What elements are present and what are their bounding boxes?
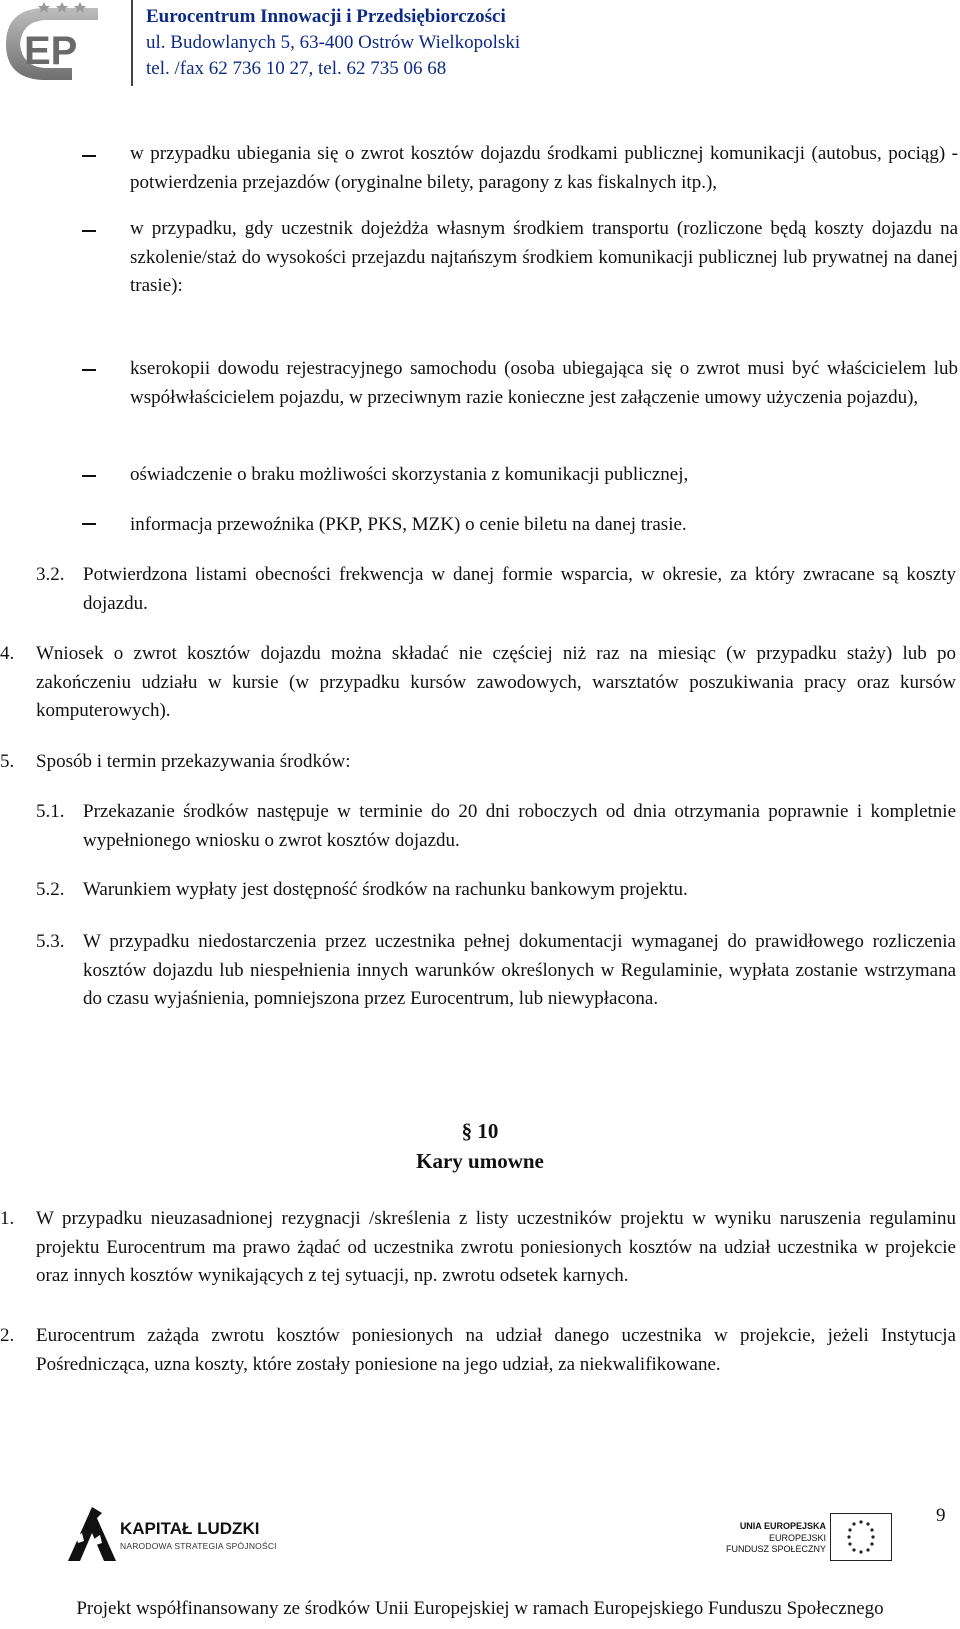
page-number: 9 <box>936 1505 946 1526</box>
item-text: Warunkiem wypłaty jest dostępność środków na rachunku bankowym projektu. <box>83 879 688 900</box>
footer-logos <box>0 1495 960 1585</box>
eu-flag-icon <box>830 1513 892 1561</box>
eurocentrum-logo <box>2 0 106 86</box>
eu-label-1: UNIA EUROPEJSKA <box>739 1521 826 1531</box>
item-number: 5.1. <box>36 801 65 822</box>
item-5-2 <box>36 876 956 905</box>
item-text: Eurocentrum zażąda zwrotu kosztów poniesionych na udział danego uczestnika w projekcie, jeżeli Instytucja Pośrednicząca, uzna koszty, które zostały poniesione na jego udział, za niekwalifikowane. <box>36 1325 956 1375</box>
kl-subtitle: NARODOWA STRATEGIA SPÓJNOŚCI <box>120 1541 277 1551</box>
list-item: w przypadku ubiegania się o zwrot kosztów dojazdu środkami publicznej komunikacji (autobus, pociąg) - potwierdzenia przejazdów (oryginalne bilety, paragony z kas fiskalnych itp.), <box>130 143 958 193</box>
item-text: Przekazanie środków następuje w terminie do 20 dni roboczych od dnia otrzymania poprawnie i kompletnie wypełnionego wniosku o zwrot kosztów dojazdu. <box>83 801 956 851</box>
header-divider <box>131 0 133 86</box>
list-item: w przypadku, gdy uczestnik dojeżdża własnym środkiem transportu (rozliczone będą koszty dojazdu na szkolenie/staż do wysokości przejazdu najtańszym środkiem komunikacji publicznej lub prywatnej na danej trasie): <box>130 218 958 296</box>
item-5-3 <box>36 928 956 1014</box>
item-5 <box>0 748 956 777</box>
footer-note: Projekt współfinansowany ze środków Unii Europejskiej w ramach Europejskiego Funduszu Społecznego <box>76 1598 884 1619</box>
section-title: Kary umowne <box>416 1149 544 1173</box>
dash-bullet <box>82 475 96 477</box>
item-text: Wniosek o zwrot kosztów dojazdu można składać nie częściej niż raz na miesiąc (w przypadku staży) lub po zakończeniu udziału w kursie (w przypadku kursów zawodowych, warsztatów poszukiwania pracy oraz kursów komputerowych). <box>36 643 956 721</box>
dash-bullet <box>82 523 96 525</box>
item-text: W przypadku niedostarczenia przez uczestnika pełnej dokumentacji wymaganej do prawidłowego rozliczenia kosztów dojazdu lub niespełnienia innych warunków określonych w Regulaminie, wypłata zostanie wstrzymana do czasu wyjaśnienia, pomniejszona przez Eurocentrum, lub niewypłacona. <box>83 931 956 1009</box>
eu-label-3: FUNDUSZ SPOŁECZNY <box>725 1544 826 1554</box>
org-phone: tel. /fax 62 736 10 27, tel. 62 735 06 68 <box>146 58 447 79</box>
org-name: Eurocentrum Innowacji i Przedsiębiorczości <box>146 6 506 27</box>
header-contact <box>146 4 520 82</box>
item-number: 1. <box>0 1208 15 1229</box>
dash-bullet <box>82 155 96 157</box>
dash-bullet <box>82 369 96 371</box>
org-address: ul. Budowlanych 5, 63-400 Ostrów Wielkopolski <box>146 32 521 53</box>
kl-title: KAPITAŁ LUDZKI <box>120 1519 260 1538</box>
item-number: 2. <box>0 1325 15 1346</box>
item-number: 4. <box>0 643 15 664</box>
item-4 <box>0 640 956 726</box>
penalty-item-2 <box>0 1322 956 1379</box>
item-number: 3.2. <box>36 564 65 585</box>
item-number: 5.3. <box>36 931 65 952</box>
penalty-item-1 <box>0 1205 956 1291</box>
item-number: 5.2. <box>36 879 65 900</box>
eu-logo-block <box>722 1505 892 1565</box>
list-item: kserokopii dowodu rejestracyjnego samochodu (osoba ubiegająca się o zwrot musi być właścicielem lub współwłaścicielem pojazdu, w przeciwnym razie konieczne jest załączenie umowy użyczenia pojazdu), <box>130 358 958 408</box>
kapital-ludzki-icon <box>62 1503 122 1565</box>
section-symbol: § 10 <box>461 1119 499 1143</box>
kapital-ludzki-logo <box>62 1503 282 1565</box>
item-3-2 <box>36 561 956 618</box>
list-item: informacja przewoźnika (PKP, PKS, MZK) o cenie biletu na danej trasie. <box>130 514 687 535</box>
svg-text:EP: EP <box>24 29 78 73</box>
item-text: Potwierdzona listami obecności frekwencja w danej formie wsparcia, w okresie, za który zwracane są koszty dojazdu. <box>83 564 956 614</box>
item-text: Sposób i termin przekazywania środków: <box>36 751 351 772</box>
eu-label-2: EUROPEJSKI <box>768 1533 826 1543</box>
list-item: oświadczenie o braku możliwości skorzystania z komunikacji publicznej, <box>130 464 689 485</box>
item-text: W przypadku nieuzasadnionej rezygnacji /skreślenia z listy uczestników projektu w wyniku naruszenia regulaminu projektu Eurocentrum ma prawo żądać od uczestnika zwrotu poniesionych kosztów na udział uczestnika w projekcie oraz innych kosztów wynikających z tej sytuacji, np. zwrotu odsetek karnych. <box>36 1208 956 1286</box>
item-number: 5. <box>0 751 15 772</box>
page-header <box>0 0 960 92</box>
item-5-1 <box>36 798 956 855</box>
dash-bullet <box>82 230 96 232</box>
